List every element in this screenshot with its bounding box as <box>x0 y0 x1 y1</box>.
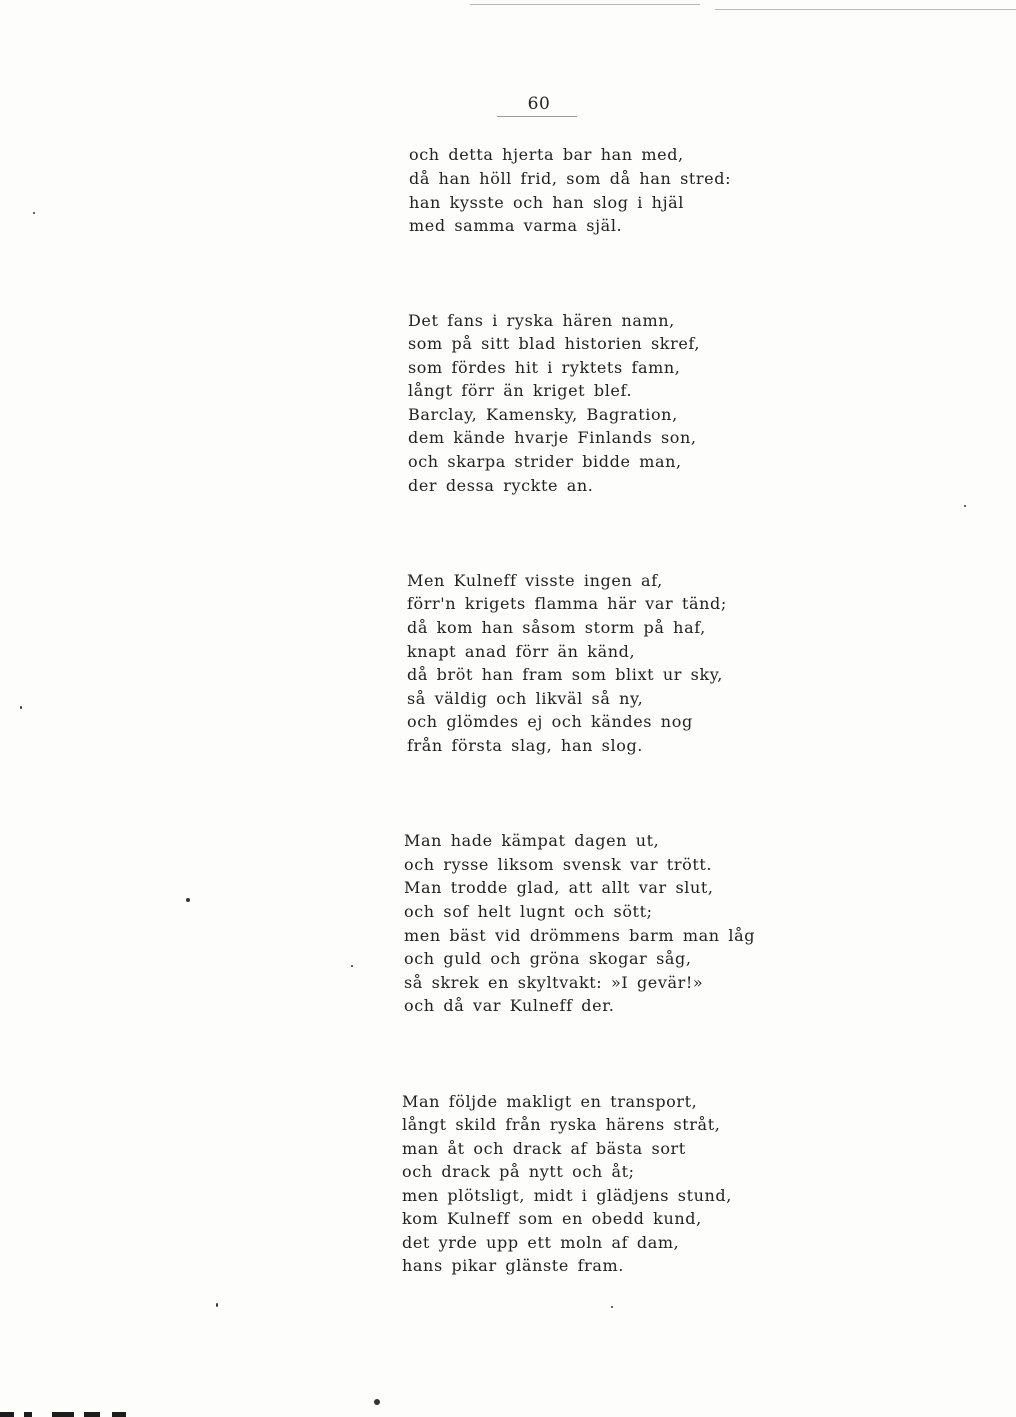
verse-line: der dessa ryckte an. <box>408 476 594 495</box>
verse-line: Barclay, Kamensky, Bagration, <box>408 405 678 424</box>
verse-line: från första slag, han slog. <box>407 736 643 755</box>
verse-line: det yrde upp ett moln af dam, <box>402 1233 680 1252</box>
scan-speck <box>216 1303 218 1307</box>
verse-line: man åt och drack af bästa sort <box>402 1139 686 1158</box>
verse-line: och guld och gröna skogar såg, <box>404 949 692 968</box>
verse-line: som på sitt blad historien skref, <box>408 334 701 353</box>
verse-line: och rysse liksom svensk var trött. <box>404 855 713 874</box>
verse-line: Det fans i ryska hären namn, <box>408 311 675 330</box>
top-edge-rule <box>715 9 1016 10</box>
scan-speck <box>351 965 353 967</box>
verse-line: hans pikar glänste fram. <box>402 1256 624 1275</box>
verse-line: Man hade kämpat dagen ut, <box>404 831 660 850</box>
verse-line: Men Kulneff visste ingen af, <box>407 571 663 590</box>
verse-line: och då var Kulneff der. <box>404 996 615 1015</box>
verse-line: dem kände hvarje Finlands son, <box>408 428 697 447</box>
scan-speck <box>374 1399 380 1405</box>
verse-line: så väldig och likväl så ny, <box>407 689 644 708</box>
verse-line: men bäst vid drömmens barm man låg <box>404 926 756 945</box>
verse-line: och glömdes ej och kändes nog <box>407 712 693 731</box>
scan-speck <box>964 505 966 507</box>
verse-line: då han höll frid, som då han stred: <box>409 169 732 188</box>
verse-line: och sof helt lugnt och sött; <box>404 902 653 921</box>
scan-speck <box>20 706 22 709</box>
scan-speck <box>611 1306 613 1308</box>
verse-line: han kysste och han slog i hjäl <box>409 193 685 212</box>
verse-line: knapt anad förr än känd, <box>407 642 636 661</box>
verse-line: som fördes hit i ryktets famn, <box>408 358 681 377</box>
scan-speck <box>33 212 35 214</box>
verse-line: men plötsligt, midt i glädjens stund, <box>402 1186 732 1205</box>
scan-speck <box>186 898 190 902</box>
verse-line: då bröt han fram som blixt ur sky, <box>407 665 723 684</box>
verse-line: och drack på nytt och åt; <box>402 1162 635 1181</box>
verse-line: så skrek en skyltvakt: »I gevär!» <box>404 973 704 992</box>
page-number: 60 <box>527 94 551 114</box>
top-edge-rule <box>470 4 700 5</box>
verse-line: och detta hjerta bar han med, <box>409 145 684 164</box>
verse-line: långt skild från ryska härens stråt, <box>402 1115 721 1134</box>
verse-line: Man trodde glad, att allt var slut, <box>404 878 714 897</box>
verse-line: då kom han såsom storm på haf, <box>407 618 706 637</box>
verse-line: Man följde makligt en transport, <box>402 1092 698 1111</box>
page-number-rule <box>497 116 577 117</box>
bleed-through-fragment <box>0 1404 150 1417</box>
verse-line: förr'n krigets flamma här var tänd; <box>407 594 727 613</box>
verse-line: kom Kulneff som en obedd kund, <box>402 1209 702 1228</box>
verse-line: långt förr än kriget blef. <box>408 381 633 400</box>
verse-line: med samma varma själ. <box>409 216 623 235</box>
verse-line: och skarpa strider bidde man, <box>408 452 682 471</box>
